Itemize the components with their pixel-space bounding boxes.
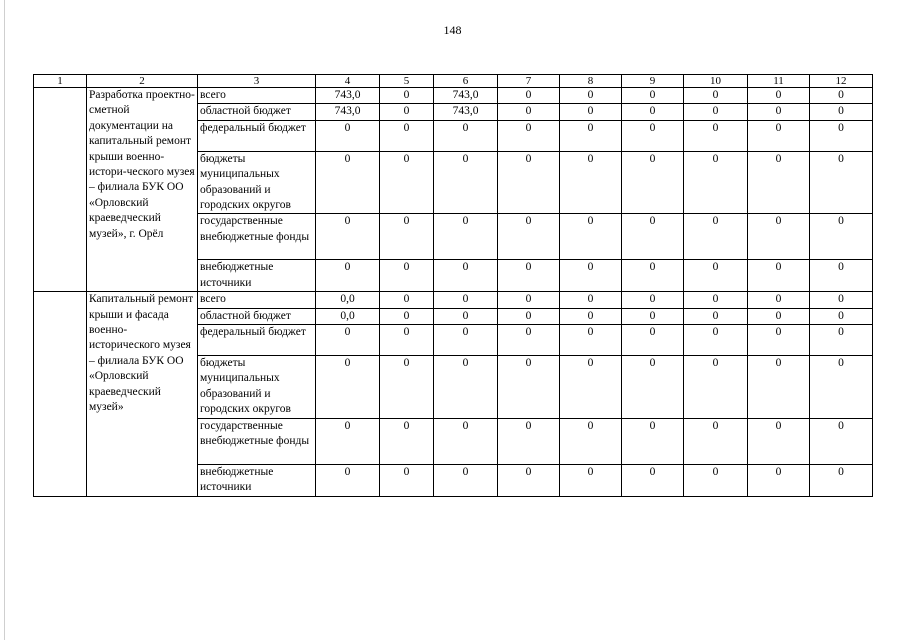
value-cell-col-4: 0 [316,418,380,464]
column-number-7: 7 [498,75,560,88]
value-cell-col-6: 743,0 [434,88,498,104]
funding-source: бюджеты муниципальных образований и городских округов [198,151,316,214]
measure-description: Капитальный ремонт крыши и фасада военно-исторического музея – филиала БУК ОО «Орловский краеведческий музей» [87,292,198,496]
value-cell-col-6: 0 [434,292,498,308]
value-cell-col-5: 0 [380,214,434,260]
row-number-cell [34,292,87,496]
value-cell-col-6: 0 [434,260,498,292]
funding-source: государственные внебюджетные фонды [198,214,316,260]
value-cell-col-9: 0 [622,214,684,260]
value-cell-col-7: 0 [498,325,560,356]
value-cell-col-11: 0 [748,104,810,120]
funding-source: бюджеты муниципальных образований и городских округов [198,356,316,419]
value-cell-col-11: 0 [748,308,810,324]
value-cell-col-5: 0 [380,464,434,496]
value-cell-col-7: 0 [498,260,560,292]
value-cell-col-12: 0 [810,464,873,496]
value-cell-col-10: 0 [684,325,748,356]
value-cell-col-12: 0 [810,104,873,120]
value-cell-col-5: 0 [380,104,434,120]
value-cell-col-11: 0 [748,214,810,260]
value-cell-col-12: 0 [810,418,873,464]
value-cell-col-12: 0 [810,308,873,324]
value-cell-col-6: 0 [434,325,498,356]
funding-source: федеральный бюджет [198,325,316,356]
value-cell-col-7: 0 [498,214,560,260]
budget-table [33,74,873,497]
value-cell-col-9: 0 [622,104,684,120]
value-cell-col-6: 0 [434,120,498,151]
value-cell-col-9: 0 [622,308,684,324]
funding-source: всего [198,88,316,104]
value-cell-col-9: 0 [622,260,684,292]
value-cell-col-8: 0 [560,325,622,356]
funding-source: областной бюджет [198,308,316,324]
column-number-9: 9 [622,75,684,88]
value-cell-col-10: 0 [684,464,748,496]
value-cell-col-8: 0 [560,308,622,324]
value-cell-col-7: 0 [498,418,560,464]
value-cell-col-9: 0 [622,356,684,419]
column-number-1: 1 [34,75,87,88]
value-cell-col-10: 0 [684,260,748,292]
value-cell-col-8: 0 [560,464,622,496]
value-cell-col-8: 0 [560,260,622,292]
value-cell-col-6: 0 [434,151,498,214]
value-cell-col-9: 0 [622,292,684,308]
value-cell-col-5: 0 [380,418,434,464]
value-cell-col-9: 0 [622,418,684,464]
value-cell-col-6: 0 [434,308,498,324]
value-cell-col-6: 0 [434,418,498,464]
column-number-10: 10 [684,75,748,88]
value-cell-col-9: 0 [622,151,684,214]
value-cell-col-4: 0 [316,151,380,214]
value-cell-col-12: 0 [810,356,873,419]
value-cell-col-4: 743,0 [316,88,380,104]
funding-source: всего [198,292,316,308]
page-number: 148 [443,23,462,37]
value-cell-col-12: 0 [810,214,873,260]
funding-source: внебюджетные источники [198,260,316,292]
value-cell-col-6: 0 [434,356,498,419]
value-cell-col-11: 0 [748,325,810,356]
value-cell-col-9: 0 [622,88,684,104]
column-number-6: 6 [434,75,498,88]
value-cell-col-8: 0 [560,418,622,464]
value-cell-col-10: 0 [684,214,748,260]
column-number-12: 12 [810,75,873,88]
value-cell-col-7: 0 [498,120,560,151]
value-cell-col-6: 743,0 [434,104,498,120]
value-cell-col-10: 0 [684,356,748,419]
value-cell-col-4: 743,0 [316,104,380,120]
value-cell-col-5: 0 [380,325,434,356]
value-cell-col-12: 0 [810,88,873,104]
row-number-cell [34,88,87,292]
table-body [34,75,873,497]
value-cell-col-10: 0 [684,88,748,104]
value-cell-col-11: 0 [748,260,810,292]
value-cell-col-6: 0 [434,214,498,260]
value-cell-col-4: 0,0 [316,308,380,324]
value-cell-col-10: 0 [684,120,748,151]
value-cell-col-7: 0 [498,104,560,120]
funding-source: областной бюджет [198,104,316,120]
value-cell-col-4: 0,0 [316,292,380,308]
value-cell-col-7: 0 [498,292,560,308]
value-cell-col-8: 0 [560,151,622,214]
value-cell-col-12: 0 [810,151,873,214]
value-cell-col-7: 0 [498,88,560,104]
value-cell-col-7: 0 [498,464,560,496]
value-cell-col-5: 0 [380,151,434,214]
value-cell-col-12: 0 [810,325,873,356]
value-cell-col-9: 0 [622,120,684,151]
value-cell-col-4: 0 [316,325,380,356]
measure-description: Разработка проектно-сметной документации на капитальный ремонт крыши военно-истори-ческого музея – филиала БУК ОО «Орловский краеведческий музей», г. Орёл [87,88,198,292]
value-cell-col-8: 0 [560,214,622,260]
value-cell-col-4: 0 [316,464,380,496]
funding-source: государственные внебюджетные фонды [198,418,316,464]
column-number-2: 2 [87,75,198,88]
value-cell-col-10: 0 [684,418,748,464]
column-number-4: 4 [316,75,380,88]
value-cell-col-11: 0 [748,151,810,214]
value-cell-col-8: 0 [560,104,622,120]
value-cell-col-12: 0 [810,120,873,151]
value-cell-col-10: 0 [684,292,748,308]
funding-source: федеральный бюджет [198,120,316,151]
table-row [34,88,873,104]
value-cell-col-4: 0 [316,356,380,419]
value-cell-col-6: 0 [434,464,498,496]
value-cell-col-5: 0 [380,260,434,292]
value-cell-col-5: 0 [380,120,434,151]
value-cell-col-7: 0 [498,356,560,419]
value-cell-col-8: 0 [560,120,622,151]
column-number-8: 8 [560,75,622,88]
value-cell-col-4: 0 [316,260,380,292]
column-number-11: 11 [748,75,810,88]
value-cell-col-8: 0 [560,88,622,104]
page-edge-line [4,0,5,640]
value-cell-col-9: 0 [622,464,684,496]
value-cell-col-10: 0 [684,151,748,214]
value-cell-col-10: 0 [684,308,748,324]
value-cell-col-11: 0 [748,88,810,104]
value-cell-col-11: 0 [748,356,810,419]
table-row [34,292,873,308]
value-cell-col-9: 0 [622,325,684,356]
column-number-3: 3 [198,75,316,88]
value-cell-col-4: 0 [316,214,380,260]
value-cell-col-12: 0 [810,292,873,308]
column-number-5: 5 [380,75,434,88]
column-number-row [34,75,873,88]
value-cell-col-11: 0 [748,418,810,464]
value-cell-col-8: 0 [560,292,622,308]
value-cell-col-7: 0 [498,151,560,214]
value-cell-col-11: 0 [748,120,810,151]
value-cell-col-12: 0 [810,260,873,292]
value-cell-col-8: 0 [560,356,622,419]
value-cell-col-4: 0 [316,120,380,151]
value-cell-col-5: 0 [380,356,434,419]
value-cell-col-10: 0 [684,104,748,120]
value-cell-col-5: 0 [380,88,434,104]
value-cell-col-5: 0 [380,292,434,308]
value-cell-col-11: 0 [748,464,810,496]
value-cell-col-5: 0 [380,308,434,324]
value-cell-col-7: 0 [498,308,560,324]
funding-source: внебюджетные источники [198,464,316,496]
value-cell-col-11: 0 [748,292,810,308]
